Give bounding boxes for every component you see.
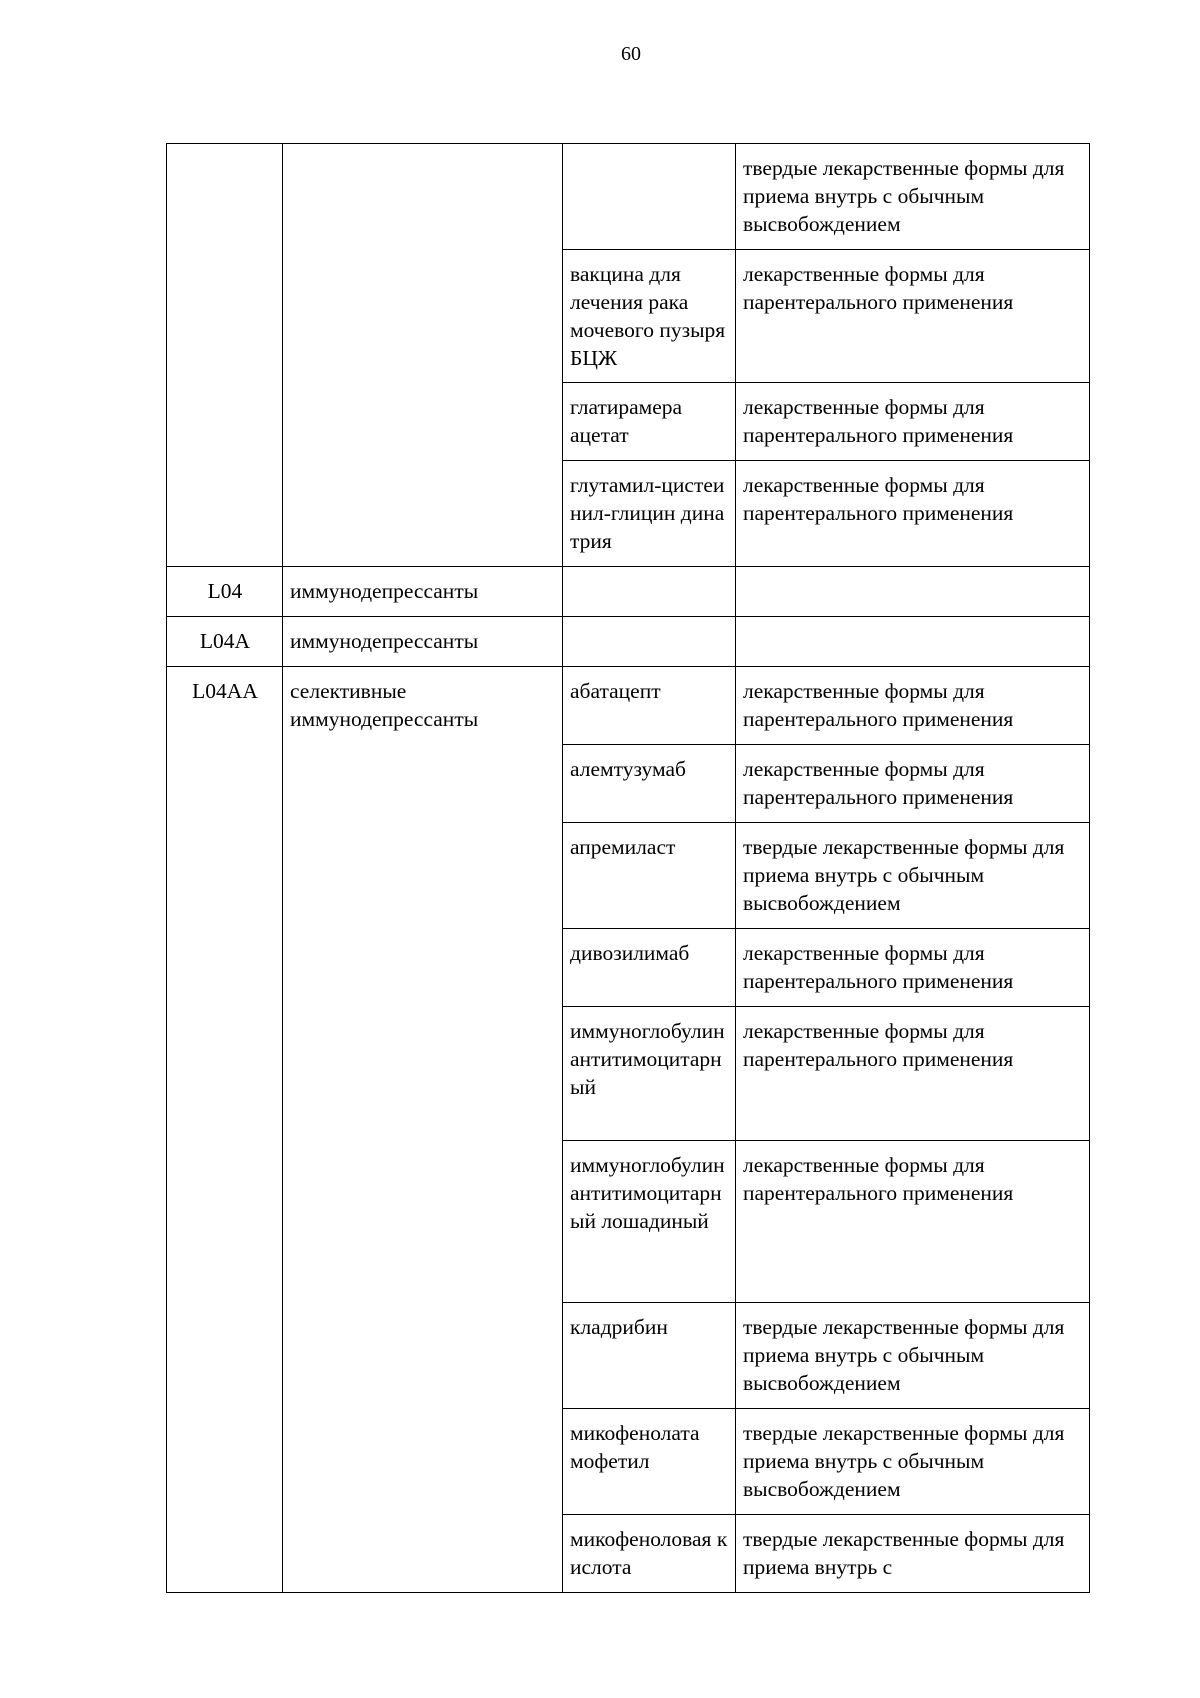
drug-name-cell [563,617,736,667]
drug-name-cell [563,567,736,617]
dosage-form-cell: лекарственные формы для парентерального применения [736,383,1090,461]
drug-name-cell: микофеноловая кислота [563,1515,736,1593]
drug-name-cell: дивозилимаб [563,929,736,1007]
atc-group-cell [283,144,563,567]
drug-name-cell: иммуноглобулин антитимоцитарный лошадиный [563,1141,736,1303]
dosage-form-cell: лекарственные формы для парентерального применения [736,461,1090,567]
atc-code-cell [167,144,283,567]
atc-code-cell: L04 [167,567,283,617]
drug-name-cell: абатацепт [563,667,736,745]
atc-code-cell: L04AA [167,667,283,1593]
atc-group-cell: селективные иммунодепрессанты [283,667,563,1593]
atc-code-cell: L04A [167,617,283,667]
dosage-form-cell [736,567,1090,617]
drug-name-cell: вакцина для лечения рака мочевого пузыря БЦЖ [563,250,736,383]
drug-table [166,143,1090,1593]
table-row [167,617,1090,667]
drug-name-cell: алемтузумаб [563,745,736,823]
drug-name-cell: глатирамера ацетат [563,383,736,461]
dosage-form-cell: лекарственные формы для парентерального применения [736,250,1090,383]
dosage-form-cell: твердые лекарственные формы для приема внутрь с обычным высвобождением [736,1409,1090,1515]
dosage-form-cell: лекарственные формы для парентерального применения [736,667,1090,745]
table-row [167,144,1090,250]
dosage-form-cell: лекарственные формы для парентерального применения [736,1007,1090,1141]
dosage-form-cell: лекарственные формы для парентерального применения [736,745,1090,823]
drug-name-cell: микофенолата мофетил [563,1409,736,1515]
table-row [167,667,1090,745]
dosage-form-cell: лекарственные формы для парентерального применения [736,1141,1090,1303]
drug-name-cell: кладрибин [563,1303,736,1409]
table-row [167,567,1090,617]
dosage-form-cell: твердые лекарственные формы для приема внутрь с обычным высвобождением [736,144,1090,250]
drug-name-cell [563,144,736,250]
dosage-form-cell: твердые лекарственные формы для приема внутрь с [736,1515,1090,1593]
dosage-form-cell: твердые лекарственные формы для приема внутрь с обычным высвобождением [736,823,1090,929]
page-number: 60 [621,43,641,65]
dosage-form-cell [736,617,1090,667]
drug-name-cell: глутамил-цистеинил-глицин динатрия [563,461,736,567]
drug-name-cell: апремиласт [563,823,736,929]
drug-name-cell: иммуноглобулин антитимоцитарный [563,1007,736,1141]
atc-group-cell: иммунодепрессанты [283,617,563,667]
dosage-form-cell: лекарственные формы для парентерального применения [736,929,1090,1007]
dosage-form-cell: твердые лекарственные формы для приема внутрь с обычным высвобождением [736,1303,1090,1409]
atc-group-cell: иммунодепрессанты [283,567,563,617]
